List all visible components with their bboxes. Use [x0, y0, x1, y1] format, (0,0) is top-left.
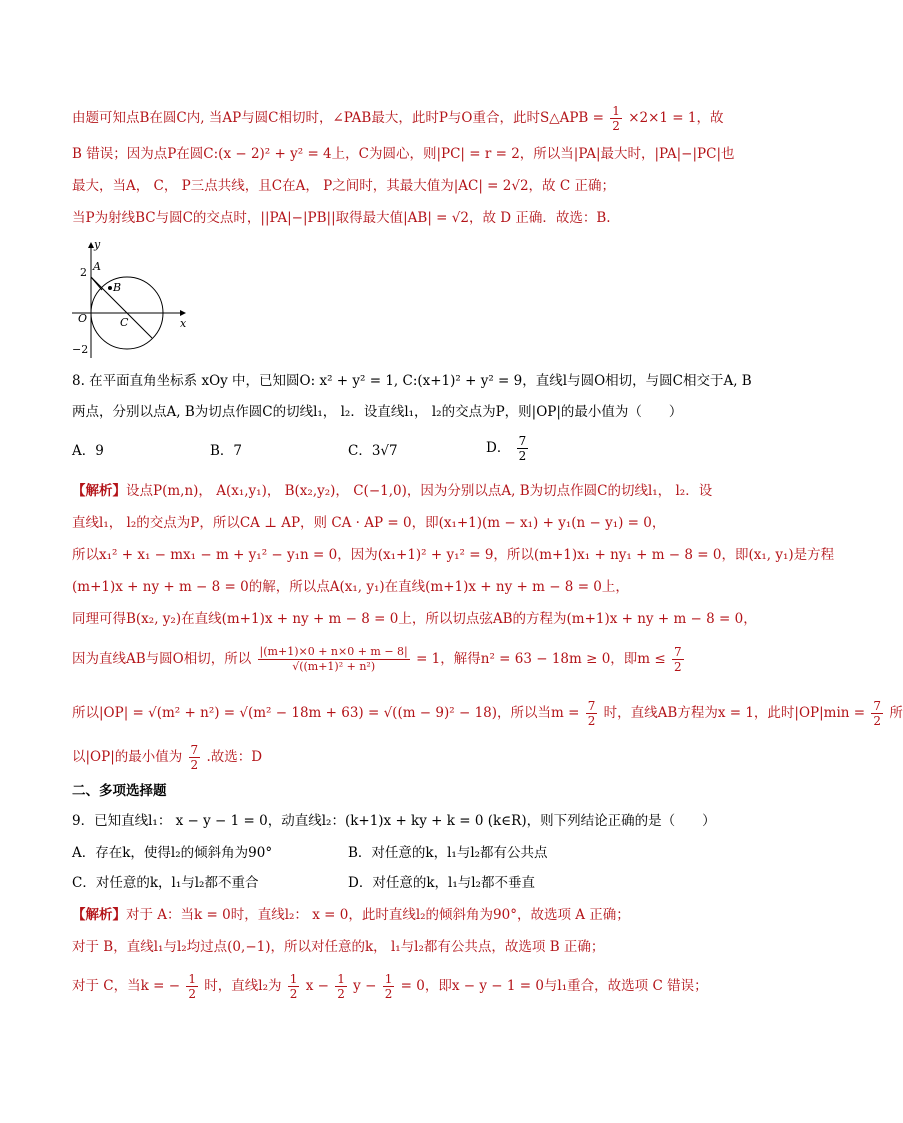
- q9-line-1: 9．已知直线l₁： x − y − 1 = 0，动直线l₂：(k+1)x + ky + k = 0 (k∈R)，则下列结论正确的是（ ）: [72, 813, 716, 829]
- sol9-line-3-post: = 0，即x − y − 1 = 0与l₁重合，故选项 C 错误；: [400, 978, 708, 994]
- label-x: x: [180, 317, 187, 330]
- q8-option-d-label: D．: [486, 440, 511, 456]
- fraction: [258, 645, 410, 674]
- fraction-num: |(m+1)×0 + n×0 + m − 8|: [259, 645, 408, 658]
- sol8-line-6-pre: 因为直线AB与圆O相切，所以: [72, 651, 252, 667]
- sol7-line-3: 最大，当A， C， P三点共线，且C在A， P之间时，其最大值为|AC| = 2√2，故 C 正确；: [72, 178, 615, 194]
- sol8-line-6-post: = 1，解得n² = 63 − 18m ≥ 0，即m ≤: [416, 651, 666, 667]
- sol8-line-1-text: 设点P(m,n)， A(x₁,y₁)， B(x₂,y₂)， C(−1,0)，因为分别以点A, B为切点作圆C的切线l₁， l₂．设: [126, 483, 713, 499]
- fraction-den: 2: [188, 987, 196, 1001]
- fraction-den: 2: [873, 714, 882, 728]
- fraction: [586, 699, 598, 728]
- fraction: [517, 434, 529, 463]
- q8-option-b: B．7: [210, 443, 243, 459]
- fraction-num: 7: [873, 699, 882, 713]
- fraction-num: 7: [190, 743, 199, 757]
- label-c: C: [120, 316, 129, 329]
- sol8-line-7: [72, 699, 903, 728]
- section-heading: 二、多项选择题: [72, 783, 167, 799]
- fraction-num: 1: [384, 972, 393, 986]
- fraction: [610, 104, 622, 133]
- sol8-line-4: (m+1)x + ny + m − 8 = 0的解，所以点A(x₁, y₁)在直线(m+1)x + ny + m − 8 = 0上，: [72, 579, 629, 595]
- sol7-line-1-text: 由题可知点B在圆C内, 当AP与圆C相切时，∠PAB最大，此时P与O重合，此时S△APB =: [72, 110, 604, 126]
- circle-figure: [72, 240, 192, 362]
- sol8-line-3: 所以x₁² + x₁ − mx₁ − m + y₁² − y₁n = 0，因为(x₁+1)² + y₁² = 9，所以(m+1)x₁ + ny₁ + m − 8 = 0，即(x₁, y₁)是方程: [72, 547, 835, 563]
- fraction-den: √((m+1)² + n²): [292, 660, 376, 673]
- x-axis-arrow: [180, 310, 186, 316]
- fraction: [189, 743, 201, 772]
- fraction-den: 2: [612, 119, 620, 133]
- fraction-den: 2: [190, 758, 199, 772]
- fraction-num: 7: [518, 434, 527, 448]
- q9-option-a: A．存在k，使得l₂的倾斜角为90°: [72, 845, 273, 861]
- sol9-line-3-mid1: 时，直线l₂为: [204, 978, 282, 994]
- q8-line-2: 两点，分别以点A, B为切点作圆C的切线l₁， l₂．设直线l₁， l₂的交点为P，则|OP|的最小值为（ ）: [72, 404, 683, 420]
- fraction-num: 1: [612, 104, 620, 118]
- sol8-line-8: [72, 743, 262, 772]
- fraction: [288, 972, 300, 1001]
- fraction-num: 1: [337, 972, 345, 986]
- sol8-line-6: [72, 645, 686, 674]
- fraction-den: 2: [289, 987, 298, 1001]
- label-a: A: [93, 260, 101, 273]
- label-o: O: [78, 312, 88, 325]
- sol9-line-3: [72, 972, 708, 1001]
- q9-option-b: B．对任意的k，l₁与l₂都有公共点: [348, 845, 548, 861]
- sol8-line-2: 直线l₁， l₂的交点为P，所以CA ⊥ AP，则 CA · AP = 0，即(x₁+1)(m − x₁) + y₁(n − y₁) = 0，: [72, 515, 666, 531]
- label-b: B: [113, 281, 122, 294]
- fraction-num: 1: [188, 972, 196, 986]
- fraction: [383, 972, 395, 1001]
- q9-option-c: C．对任意的k，l₁与l₂都不重合: [72, 875, 259, 891]
- sol8-line-7-tail: 所: [889, 705, 903, 721]
- fraction-den: 2: [674, 660, 682, 674]
- fraction-num: 1: [289, 972, 298, 986]
- fraction: [186, 972, 198, 1001]
- sol7-line-1: [72, 104, 724, 133]
- fraction: [871, 699, 883, 728]
- point-b: [108, 286, 112, 290]
- q8-line-1: 8. 在平面直角坐标系 xOy 中，已知圆O: x² + y² = 1, C:(x+1)² + y² = 9，直线l与圆O相切，与圆C相交于A, B: [72, 373, 752, 389]
- sol9-line-3-pre: 对于 C，当k = −: [72, 978, 181, 994]
- sol9-line-1: [72, 906, 630, 924]
- fraction: [672, 645, 684, 674]
- sol9-line-1-text: 对于 A：当k = 0时，直线l₂： x = 0，此时直线l₂的倾斜角为90°，故选项 A 正确；: [126, 907, 630, 923]
- label-y: y: [94, 238, 101, 251]
- sol9-line-2: 对于 B，直线l₁与l₂均过点(0,−1)，所以对任意的k， l₁与l₂都有公共点，故选项 B 正确；: [72, 939, 605, 955]
- q8-option-a: A．9: [72, 443, 104, 459]
- q8-option-d: [486, 434, 530, 463]
- sol9-line-3-mid2: x −: [305, 978, 329, 994]
- sol7-line-2: B 错误；因为点P在圆C:(x − 2)² + y² = 4上，C为圆心，则|PC| = r = 2，所以当|PA|最大时，|PA|−|PC|也: [72, 146, 735, 162]
- tick-2: 2: [80, 266, 87, 279]
- analysis-tag: 【解析】: [72, 907, 126, 923]
- sol8-line-7-mid: 时，直线AB方程为x = 1，此时|OP|min =: [603, 705, 866, 721]
- sol9-line-3-mid3: y −: [353, 978, 377, 994]
- fraction: [335, 972, 347, 1001]
- sol7-line-1-tail: ×2×1 = 1，故: [628, 110, 724, 126]
- fraction-den: 2: [337, 987, 345, 1001]
- sol8-line-1: [72, 482, 712, 500]
- sol8-line-8-post: .故选：D: [206, 749, 263, 765]
- fraction-den: 2: [384, 987, 393, 1001]
- sol8-line-8-pre: 以|OP|的最小值为: [72, 749, 183, 765]
- sol7-line-4: 当P为射线BC与圆C的交点时，||PA|−|PB||取得最大值|AB| = √2，故 D 正确．故选：B.: [72, 210, 611, 226]
- q9-option-d: D．对任意的k，l₁与l₂都不垂直: [348, 875, 535, 891]
- fraction-den: 2: [518, 449, 527, 463]
- fraction-den: 2: [587, 714, 596, 728]
- q8-option-c: C．3√7: [348, 443, 398, 459]
- analysis-tag: 【解析】: [72, 483, 126, 499]
- sol8-line-5: 同理可得B(x₂, y₂)在直线(m+1)x + ny + m − 8 = 0上，所以切点弦AB的方程为(m+1)x + ny + m − 8 = 0，: [72, 611, 757, 627]
- line-ab: [91, 277, 102, 290]
- fraction-num: 7: [587, 699, 596, 713]
- tick-neg2: −2: [72, 343, 89, 356]
- sol8-line-7-pre: 所以|OP| = √(m² + n²) = √(m² − 18m + 63) = √((m − 9)² − 18)，所以当m =: [72, 705, 580, 721]
- fraction-num: 7: [674, 645, 682, 659]
